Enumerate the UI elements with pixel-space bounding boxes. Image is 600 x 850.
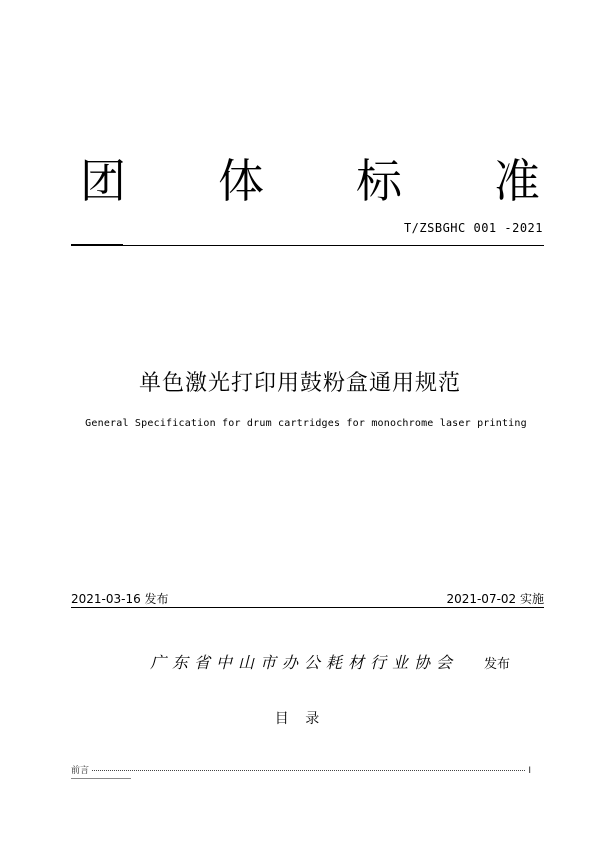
heading-char: 标 bbox=[356, 154, 402, 208]
toc-title: 目 录 bbox=[274, 711, 326, 727]
toc-entry-page: I bbox=[528, 766, 531, 776]
heading-char: 准 bbox=[494, 154, 540, 208]
toc-leader-dots bbox=[92, 770, 525, 771]
toc-entry-label: 前言 bbox=[71, 766, 90, 776]
implement-date: 2021-07-02 实施 bbox=[446, 592, 544, 606]
heading-char: 体 bbox=[218, 154, 264, 208]
standard-type-heading bbox=[80, 148, 540, 214]
heading-char: 团 bbox=[80, 154, 126, 208]
publisher-name: 广东省中山市办公耗材行业协会 bbox=[150, 653, 459, 672]
toc-divider bbox=[71, 778, 131, 779]
publisher-row bbox=[150, 650, 510, 673]
document-title-english: General Specification for drum cartridges for monochrome laser printing bbox=[85, 418, 527, 429]
publish-date: 2021-03-16 发布 bbox=[71, 592, 169, 606]
header-divider bbox=[71, 245, 544, 246]
publish-label: 发布 bbox=[484, 657, 511, 672]
date-divider bbox=[71, 607, 544, 608]
date-row bbox=[71, 590, 544, 607]
toc-entry[interactable] bbox=[71, 763, 531, 776]
standard-number: T/ZSBGHC 001 -2021 bbox=[403, 221, 543, 235]
document-title-chinese: 单色激光打印用鼓粉盒通用规范 bbox=[138, 371, 461, 396]
